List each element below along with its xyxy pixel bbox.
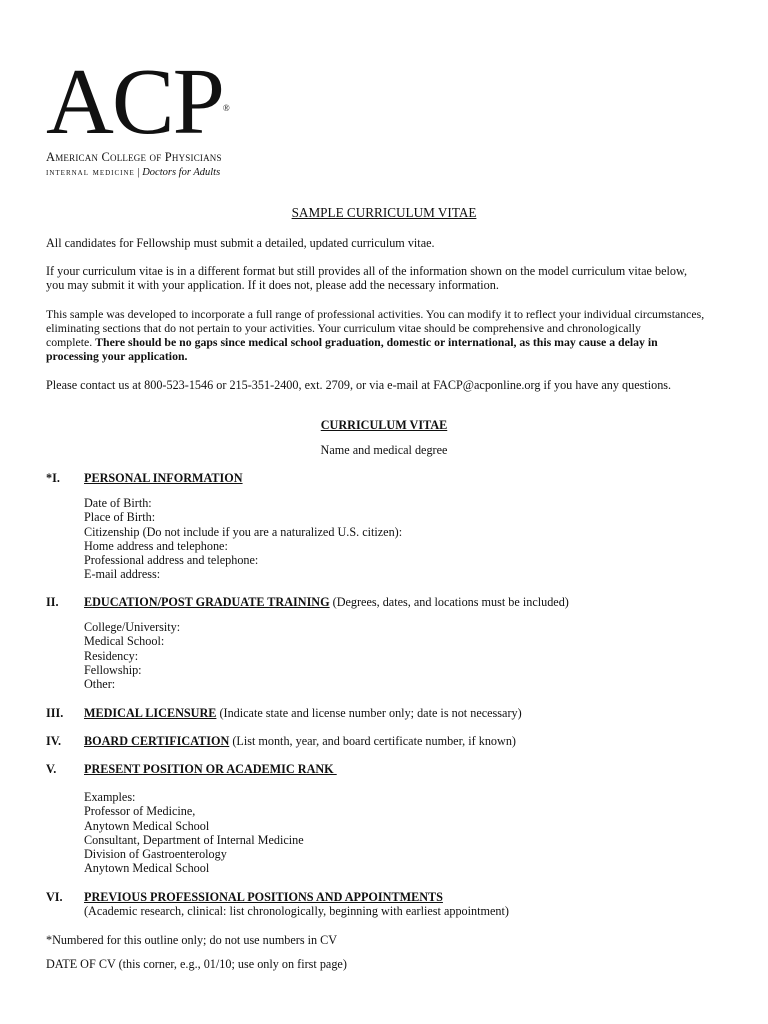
section-2-heading bbox=[84, 595, 569, 609]
logo-tagline-separator: | bbox=[137, 167, 140, 178]
list-item: Date of Birth: bbox=[84, 496, 152, 510]
contact-paragraph: Please contact us at 800-523-1546 or 215-351-2400, ext. 2709, or via e-mail at FACP@acponline.org if you have any questions. bbox=[46, 378, 672, 392]
list-item: Division of Gastroenterology bbox=[84, 847, 227, 862]
logo-letters: ACP bbox=[46, 50, 223, 154]
section-4-heading bbox=[84, 734, 516, 748]
section-5-title: PRESENT POSITION OR ACADEMIC RANK bbox=[84, 762, 337, 776]
intro-paragraph-3-line-2: eliminating sections that do not pertain to your activities. Your curriculum vitae should be comprehensive and chronologically bbox=[46, 321, 641, 335]
logo-tagline-right: Doctors for Adults bbox=[142, 167, 221, 178]
list-item: Home address and telephone: bbox=[84, 538, 228, 553]
document-title: SAMPLE CURRICULUM VITAE bbox=[291, 205, 477, 220]
section-1-title: PERSONAL INFORMATION bbox=[84, 471, 243, 485]
list-item: Place of Birth: bbox=[84, 510, 156, 525]
section-3-heading bbox=[84, 706, 522, 720]
section-6-heading bbox=[84, 890, 443, 904]
section-3-number: III. bbox=[46, 706, 64, 720]
intro-paragraph-2-line-2: you may submit it with your application. If it does not, please add the necessary information. bbox=[46, 278, 499, 292]
section-5-items bbox=[84, 790, 304, 876]
cv-heading: CURRICULUM VITAE bbox=[320, 418, 448, 432]
intro-complete-text: complete. bbox=[46, 335, 96, 349]
registered-mark: ® bbox=[222, 103, 230, 113]
cv-subheading: Name and medical degree bbox=[320, 443, 448, 457]
list-item: Citizenship (Do not include if you are a naturalized U.S. citizen): bbox=[84, 524, 403, 539]
section-2-number: II. bbox=[46, 595, 59, 609]
section-1-items bbox=[84, 496, 402, 582]
footer-note-numbering: *Numbered for this outline only; do not use numbers in CV bbox=[46, 933, 338, 947]
intro-paragraph-2-line-1: If your curriculum vitae is in a different format but still provides all of the information shown on the model curriculum vitae below, bbox=[46, 264, 688, 278]
intro-paragraph-3-line-1: This sample was developed to incorporate a full range of professional activities. You can modify it to reflect your individual circumstances, bbox=[46, 307, 705, 321]
footer-note-date: DATE OF CV (this corner, e.g., 01/10; use only on first page) bbox=[46, 957, 347, 971]
list-item: Examples: bbox=[84, 790, 136, 804]
intro-paragraph-1: All candidates for Fellowship must submit a detailed, updated curriculum vitae. bbox=[46, 236, 435, 250]
list-item: E-mail address: bbox=[84, 567, 161, 582]
intro-warning-text: There should be no gaps since medical school graduation, domestic or international, as this may cause a delay in bbox=[95, 335, 658, 349]
list-item: Medical School: bbox=[84, 634, 165, 649]
section-1-heading bbox=[84, 471, 243, 485]
list-item: Professor of Medicine, bbox=[84, 804, 196, 819]
section-6-subtext bbox=[84, 904, 509, 918]
section-2-title: EDUCATION/POST GRADUATE TRAINING bbox=[84, 595, 330, 609]
list-item: Residency: bbox=[84, 648, 139, 663]
section-6-note: (Academic research, clinical: list chronologically, beginning with earliest appointment) bbox=[84, 904, 509, 918]
list-item: Anytown Medical School bbox=[84, 818, 210, 833]
logo-tagline bbox=[46, 167, 246, 178]
intro-paragraph-3-line-3 bbox=[46, 335, 658, 349]
list-item: Professional address and telephone: bbox=[84, 553, 259, 568]
list-item: College/University: bbox=[84, 620, 181, 634]
list-item: Anytown Medical School bbox=[84, 861, 210, 876]
section-2-items bbox=[84, 620, 180, 691]
section-3-note: (Indicate state and license number only; date is not necessary) bbox=[216, 706, 522, 720]
section-4-title: BOARD CERTIFICATION bbox=[84, 734, 230, 748]
section-3-title: MEDICAL LICENSURE bbox=[84, 706, 217, 720]
section-2-note: (Degrees, dates, and locations must be included) bbox=[329, 595, 569, 609]
intro-paragraph-3-line-4 bbox=[46, 349, 187, 363]
list-item: Other: bbox=[84, 677, 116, 692]
section-5-heading bbox=[84, 762, 337, 776]
list-item: Fellowship: bbox=[84, 662, 142, 677]
section-6-number: VI. bbox=[46, 890, 63, 904]
section-4-number: IV. bbox=[46, 734, 62, 748]
list-item: Consultant, Department of Internal Medicine bbox=[84, 832, 304, 847]
intro-warning-text-end: processing your application. bbox=[46, 349, 188, 363]
logo-tagline-left: internal medicine bbox=[46, 167, 135, 178]
section-6-title: PREVIOUS PROFESSIONAL POSITIONS AND APPOINTMENTS bbox=[84, 890, 443, 904]
logo-mark bbox=[46, 50, 246, 154]
section-1-number: *I. bbox=[46, 471, 60, 485]
acp-logo bbox=[46, 50, 246, 178]
section-5-number: V. bbox=[46, 762, 57, 776]
section-4-note: (List month, year, and board certificate number, if known) bbox=[229, 734, 516, 748]
logo-organization-name: American College of Physicians bbox=[46, 150, 222, 164]
